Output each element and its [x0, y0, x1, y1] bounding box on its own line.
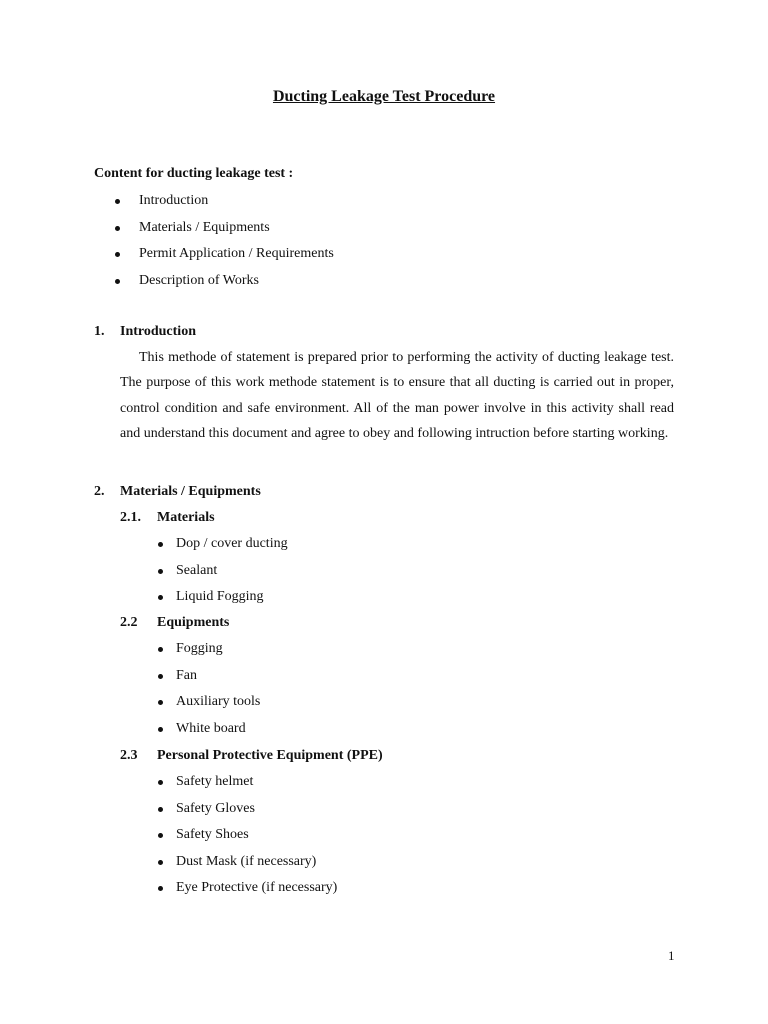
bullet-icon [115, 199, 120, 204]
section-1-title: Introduction [120, 324, 196, 339]
list-item: Dop / cover ducting [156, 531, 288, 558]
list-item: Permit Application / Requirements [113, 241, 334, 268]
subsection-2-3-number: 2.3 [120, 748, 138, 763]
list-item: Auxiliary tools [156, 689, 260, 716]
bullet-icon [158, 780, 163, 785]
list-item: Description of Works [113, 268, 334, 295]
content-heading: Content for ducting leakage test : [94, 166, 294, 181]
contents-list [113, 188, 334, 295]
document-title: Ducting Leakage Test Procedure [272, 88, 496, 105]
bullet-icon [158, 647, 163, 652]
bullet-icon [158, 542, 163, 547]
subsection-2-1-title: Materials [157, 510, 215, 525]
list-item: Introduction [113, 188, 334, 215]
bullet-icon [115, 279, 120, 284]
equipments-list [156, 636, 260, 742]
bullet-icon [158, 860, 163, 865]
list-item: Fogging [156, 636, 260, 663]
bullet-icon [158, 700, 163, 705]
list-item: Dust Mask (if necessary) [156, 849, 337, 876]
list-item: Eye Protective (if necessary) [156, 875, 337, 902]
list-item: Materials / Equipments [113, 215, 334, 242]
bullet-icon [158, 569, 163, 574]
bullet-icon [115, 226, 120, 231]
bullet-icon [158, 807, 163, 812]
subsection-2-2-title: Equipments [157, 615, 230, 630]
subsection-2-2-number: 2.2 [120, 615, 138, 630]
list-item: Safety Shoes [156, 822, 337, 849]
subsection-2-1-number: 2.1. [120, 510, 141, 525]
section-2-title: Materials / Equipments [120, 484, 261, 499]
bullet-icon [158, 727, 163, 732]
list-item: White board [156, 716, 260, 743]
list-item: Safety Gloves [156, 796, 337, 823]
bullet-icon [158, 886, 163, 891]
list-item: Sealant [156, 558, 288, 585]
list-item: Fan [156, 663, 260, 690]
section-1-number: 1. [94, 324, 105, 339]
list-item: Liquid Fogging [156, 584, 288, 611]
introduction-paragraph: This methode of statement is prepared prior to performing the activity of ducting leakage test. The purpose of this work methode statement is to ensure that all ducting is carried out in proper, control condition and safe environment. All of the man power involve in this activity shall read and understand this document and agree to obey and following intruction before starting working. [120, 350, 674, 442]
section-2-number: 2. [94, 484, 105, 499]
page-number: 1 [668, 948, 675, 963]
bullet-icon [158, 595, 163, 600]
materials-list [156, 531, 288, 611]
bullet-icon [158, 833, 163, 838]
subsection-2-3-title: Personal Protective Equipment (PPE) [157, 748, 383, 763]
ppe-list [156, 769, 337, 902]
bullet-icon [158, 674, 163, 679]
bullet-icon [115, 252, 120, 257]
list-item: Safety helmet [156, 769, 337, 796]
